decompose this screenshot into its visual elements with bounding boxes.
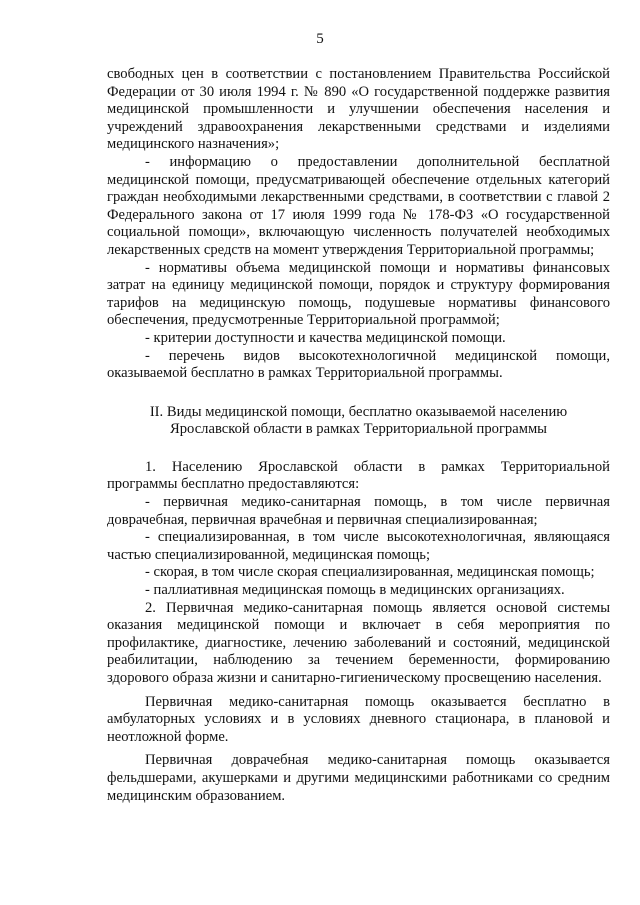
paragraph: - перечень видов высокотехнологичной медицинской помощи, оказываемой бесплатно в рамках Территориальной программы. <box>107 347 610 382</box>
page-number: 5 <box>316 31 324 47</box>
paragraph: свободных цен в соответствии с постановлением Правительства Российской Федерации от 30 июля 1994 г. № 890 «О государственной поддержке развития медицинской промышленности и улучшении обеспечения населения и учреждений здравоохранения лекарственными средствами и изделиями медицинского назначения»; <box>107 66 610 153</box>
paragraph: 2. Первичная медико-санитарная помощь является основой системы оказания медицинской помощи и включает в себя мероприятия по профилактике, диагностике, лечению заболеваний и состояний, медицинской реабилитации, наблюдению за течением беременности, формированию здорового образа жизни и санитарно-гигиеническому просвещению населения. <box>107 599 610 686</box>
body-text <box>107 66 610 805</box>
section-heading <box>107 404 610 439</box>
paragraph: - скорая, в том числе скорая специализированная, медицинская помощь; <box>145 564 595 581</box>
paragraph: Первичная доврачебная медико-санитарная помощь оказывается фельдшерами, акушерками и другими медицинскими работниками со средним медицинским образованием. <box>107 752 610 804</box>
paragraph: 1. Населению Ярославской области в рамках Территориальной программы бесплатно предоставляются: <box>107 458 610 493</box>
paragraph: - паллиативная медицинская помощь в медицинских организациях. <box>145 582 565 599</box>
section-heading-line: Ярославской области в рамках Территориальной программы <box>170 421 547 438</box>
paragraph: - нормативы объема медицинской помощи и нормативы финансовых затрат на единицу медицинской помощи, порядок и структуру формирования тарифов на медицинскую помощь, подушевые нормативы финансового обеспечения, предусмотренные Территориальной программой; <box>107 259 610 329</box>
section-heading-line: II. Виды медицинской помощи, бесплатно оказываемой населению <box>149 403 568 420</box>
paragraph: - специализированная, в том числе высокотехнологичная, являющаяся частью специализированной, медицинская помощь; <box>107 529 610 563</box>
paragraph: - первичная медико-санитарная помощь, в том числе первичная доврачебная, первичная врачебная и первичная специализированная; <box>107 494 610 528</box>
paragraph: - информацию о предоставлении дополнительной бесплатной медицинской помощи, предусматривающей обеспечение отдельных категорий граждан необходимыми лекарственными средствами, в соответствии с главой 2 Федерального закона от 17 июля 1999 года № 178-ФЗ «О государственной социальной помощи», включающую численность получателей необходимых лекарственных средств на момент утверждения Территориальной программы; <box>107 153 610 258</box>
paragraph: Первичная медико-санитарная помощь оказывается бесплатно в амбулаторных условиях и в условиях дневного стационара, в плановой и неотложной форме. <box>107 693 610 745</box>
paragraph: - критерии доступности и качества медицинской помощи. <box>145 329 506 346</box>
